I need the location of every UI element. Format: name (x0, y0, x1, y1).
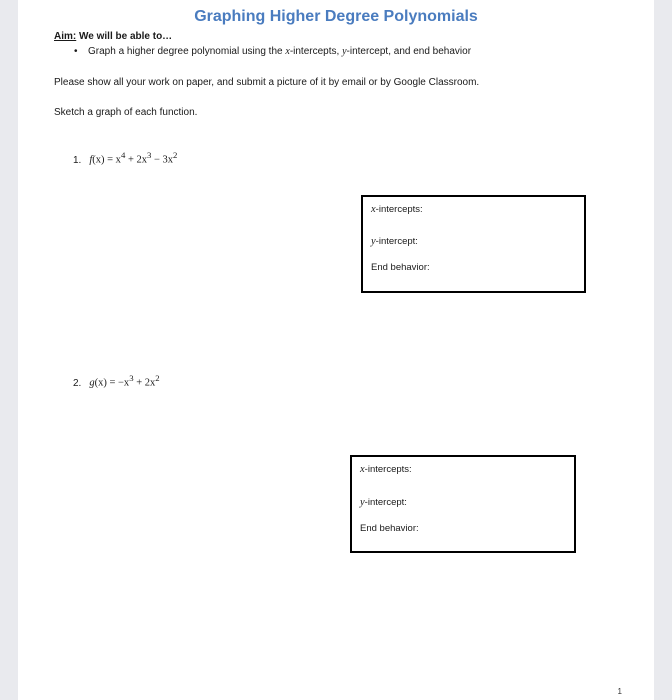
aim-bullet (74, 46, 471, 57)
page-title: Graphing Higher Degree Polynomials (194, 8, 478, 25)
y-intercept-label: y-intercept: (360, 497, 407, 508)
bullet-text-2: -intercepts, (289, 46, 343, 57)
page-number: 1 (617, 687, 622, 696)
end-behavior-label: End behavior: (360, 523, 419, 534)
aim-heading (54, 31, 172, 42)
answer-box-1 (361, 195, 586, 293)
instructions: Please show all your work on paper, and submit a picture of it by email or by Google Classroom. (54, 77, 480, 88)
document-page (18, 0, 654, 700)
function-name: f (89, 154, 93, 166)
bullet-text-3: -intercept, and end behavior (346, 46, 472, 57)
aim-label: Aim: (54, 31, 77, 42)
answer-box-2 (350, 455, 576, 553)
x-intercepts-label: x-intercepts: (371, 204, 423, 215)
end-behavior-label: End behavior: (371, 262, 430, 273)
bullet-var-y: y (342, 46, 347, 57)
x-intercepts-label: x-intercepts: (360, 464, 412, 475)
sketch-prompt: Sketch a graph of each function. (54, 107, 198, 118)
bullet-icon: • (74, 46, 78, 57)
problem-2: 2. $g(x) = -x^3 + 2x^2$ (73, 373, 160, 389)
y-intercept-label: y-intercept: (371, 236, 418, 247)
problem-number: 2. (73, 377, 82, 389)
bullet-var-x: x (285, 46, 290, 57)
problem-1: 1. $f(x) = x^4 + 2x^3 - 3x^2$ (73, 150, 178, 166)
problem-number: 1. (73, 154, 82, 166)
aim-text: We will be able to… (79, 31, 173, 42)
bullet-text-1: Graph a higher degree polynomial using the (88, 46, 286, 57)
function-name: g (89, 377, 95, 389)
